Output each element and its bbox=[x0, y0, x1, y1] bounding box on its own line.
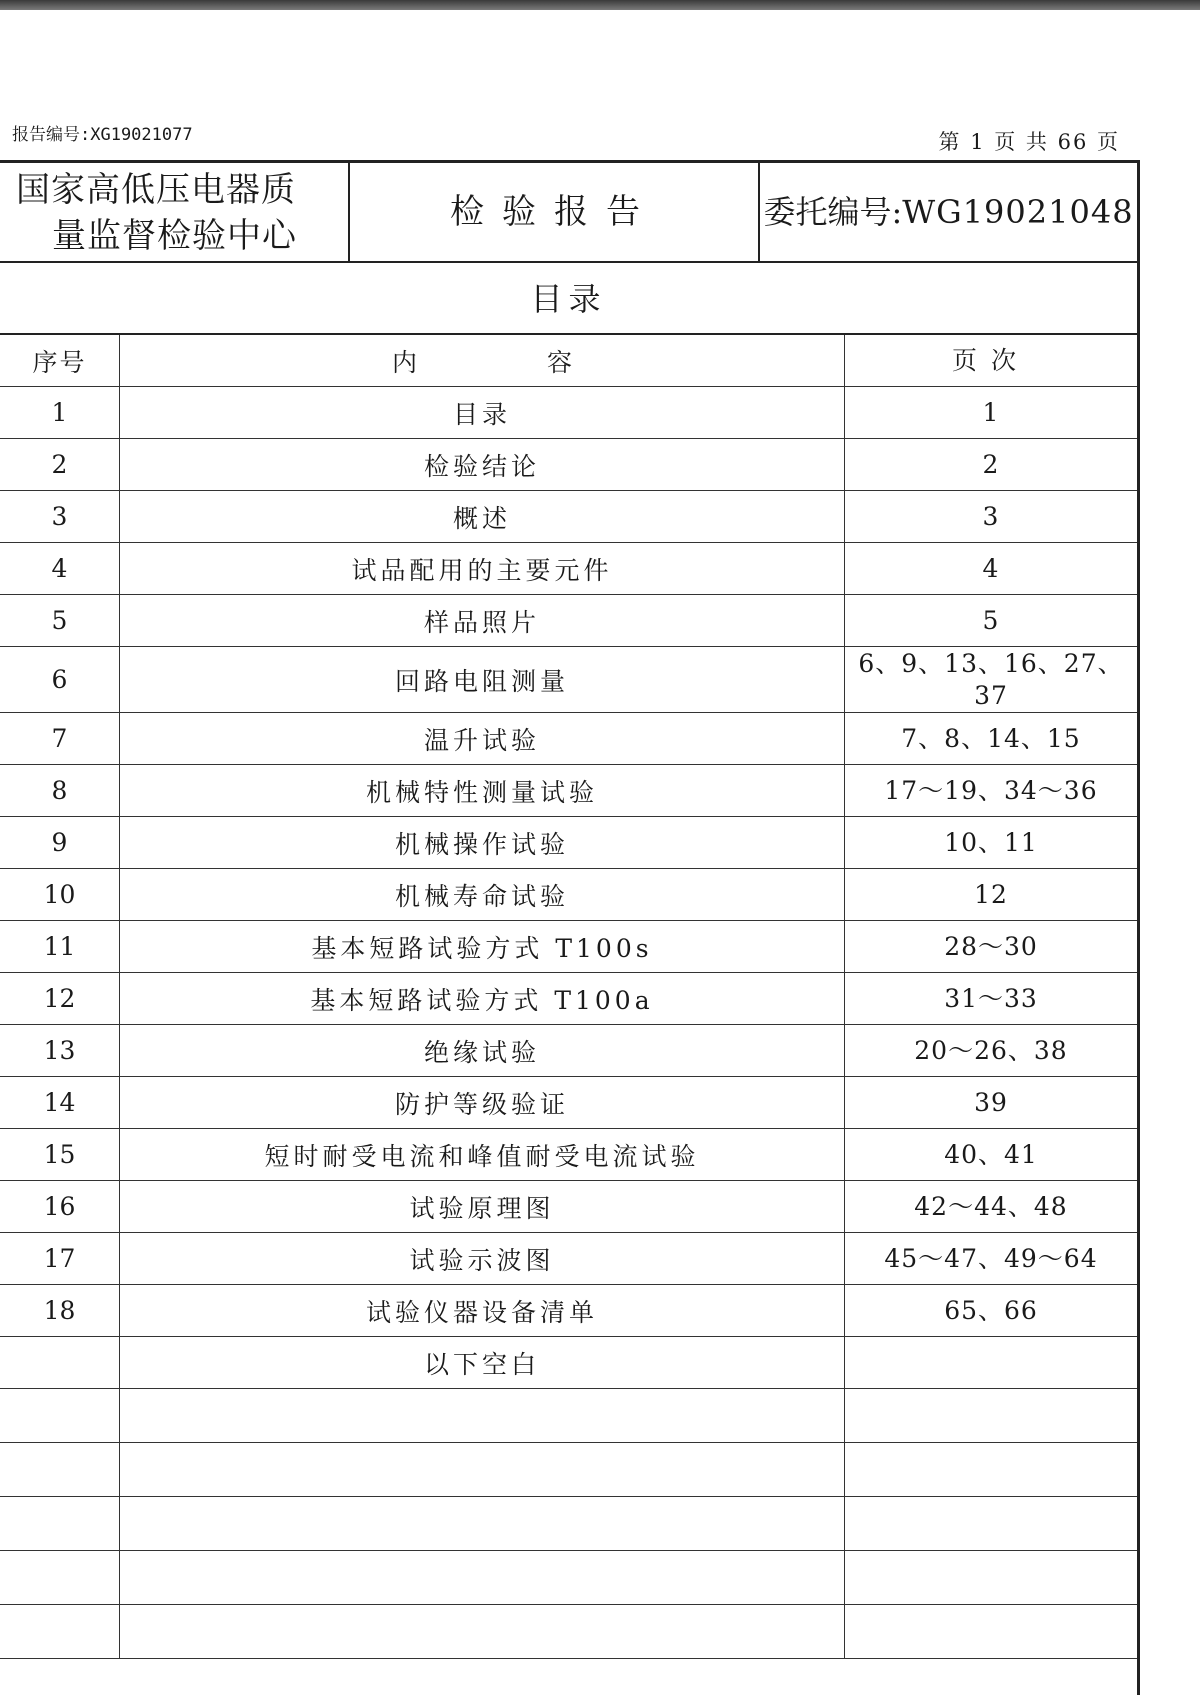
table-row bbox=[0, 1285, 1137, 1337]
row-number: 7 bbox=[0, 713, 120, 764]
row-page: 5 bbox=[982, 605, 1000, 635]
table-row bbox=[0, 1337, 1137, 1389]
row-page: 3 bbox=[982, 501, 1000, 531]
table-row bbox=[0, 869, 1137, 921]
row-content bbox=[120, 1443, 845, 1496]
row-number bbox=[0, 1389, 120, 1442]
row-page: 20～26、38 bbox=[914, 1035, 1068, 1065]
organization-name bbox=[0, 163, 350, 261]
row-number: 10 bbox=[0, 869, 120, 920]
column-header-content-a: 内 bbox=[391, 347, 417, 377]
table-row bbox=[0, 1233, 1137, 1285]
row-number: 3 bbox=[0, 491, 120, 542]
table-row bbox=[0, 1443, 1137, 1497]
page-info: 第 1 页 共 66 页 bbox=[938, 130, 1120, 154]
table-row bbox=[0, 543, 1137, 595]
row-page: 6、9、13、16、27、37 bbox=[858, 648, 1124, 710]
table-row bbox=[0, 713, 1137, 765]
row-number bbox=[0, 1443, 120, 1496]
table-row bbox=[0, 1181, 1137, 1233]
row-page: 12 bbox=[974, 879, 1008, 909]
table-row bbox=[0, 439, 1137, 491]
toc-table bbox=[0, 335, 1137, 1659]
row-content: 目录 bbox=[120, 387, 845, 438]
row-number: 9 bbox=[0, 817, 120, 868]
row-content: 机械特性测量试验 bbox=[120, 765, 845, 816]
table-row bbox=[0, 765, 1137, 817]
row-number: 2 bbox=[0, 439, 120, 490]
report-header bbox=[0, 163, 1137, 263]
table-row bbox=[0, 1025, 1137, 1077]
row-content: 样品照片 bbox=[120, 595, 845, 646]
row-content bbox=[120, 1605, 845, 1658]
row-content: 机械寿命试验 bbox=[120, 869, 845, 920]
table-row bbox=[0, 817, 1137, 869]
column-header-content-b: 容 bbox=[547, 347, 573, 377]
row-number bbox=[0, 1551, 120, 1604]
row-content: 概述 bbox=[120, 491, 845, 542]
row-content: 试验原理图 bbox=[120, 1181, 845, 1232]
row-page: 40、41 bbox=[944, 1139, 1038, 1169]
row-page: 17～19、34～36 bbox=[884, 775, 1098, 805]
row-number bbox=[0, 1337, 120, 1388]
row-content: 试验仪器设备清单 bbox=[120, 1285, 845, 1336]
row-page bbox=[845, 1497, 1137, 1550]
row-page: 28～30 bbox=[944, 931, 1038, 961]
row-content: 机械操作试验 bbox=[120, 817, 845, 868]
row-number: 8 bbox=[0, 765, 120, 816]
table-row bbox=[0, 1605, 1137, 1659]
row-page: 1 bbox=[982, 397, 1000, 427]
report-number: 报告编号:XG19021077 bbox=[12, 125, 193, 145]
row-page bbox=[845, 1443, 1137, 1496]
table-row bbox=[0, 491, 1137, 543]
row-page: 45～47、49～64 bbox=[884, 1243, 1098, 1273]
row-content bbox=[120, 1497, 845, 1550]
row-number: 11 bbox=[0, 921, 120, 972]
row-page bbox=[845, 1337, 1137, 1388]
row-number: 5 bbox=[0, 595, 120, 646]
row-number bbox=[0, 1605, 120, 1658]
row-page: 10、11 bbox=[944, 827, 1038, 857]
row-content: 短时耐受电流和峰值耐受电流试验 bbox=[120, 1129, 845, 1180]
table-row bbox=[0, 595, 1137, 647]
row-content: 检验结论 bbox=[120, 439, 845, 490]
row-content: 以下空白 bbox=[120, 1337, 845, 1388]
table-row bbox=[0, 387, 1137, 439]
row-number: 15 bbox=[0, 1129, 120, 1180]
organization-line-2: 量监督检验中心 bbox=[52, 216, 297, 256]
row-content bbox=[120, 1389, 845, 1442]
row-number: 4 bbox=[0, 543, 120, 594]
report-sheet bbox=[0, 160, 1140, 1695]
row-page: 39 bbox=[974, 1087, 1008, 1117]
row-content: 温升试验 bbox=[120, 713, 845, 764]
row-number: 17 bbox=[0, 1233, 120, 1284]
table-row bbox=[0, 973, 1137, 1025]
row-page: 65、66 bbox=[944, 1295, 1038, 1325]
row-content bbox=[120, 1551, 845, 1604]
row-page: 4 bbox=[982, 553, 1000, 583]
row-content: 绝缘试验 bbox=[120, 1025, 845, 1076]
table-row bbox=[0, 647, 1137, 713]
organization-line-1: 国家高低压电器质 bbox=[16, 170, 296, 210]
row-page: 31～33 bbox=[944, 983, 1038, 1013]
row-number: 13 bbox=[0, 1025, 120, 1076]
row-number bbox=[0, 1497, 120, 1550]
row-content: 防护等级验证 bbox=[120, 1077, 845, 1128]
row-content: 试验示波图 bbox=[120, 1233, 845, 1284]
toc-header-row bbox=[0, 335, 1137, 387]
table-row bbox=[0, 921, 1137, 973]
row-content: 试品配用的主要元件 bbox=[120, 543, 845, 594]
table-row bbox=[0, 1129, 1137, 1181]
row-page bbox=[845, 1389, 1137, 1442]
row-number: 12 bbox=[0, 973, 120, 1024]
row-number: 1 bbox=[0, 387, 120, 438]
row-page bbox=[845, 1605, 1137, 1658]
row-content: 基本短路试验方式 T100s bbox=[120, 921, 845, 972]
row-content: 回路电阻测量 bbox=[120, 647, 845, 712]
table-row bbox=[0, 1389, 1137, 1443]
row-page bbox=[845, 1551, 1137, 1604]
toc-title: 目录 bbox=[0, 263, 1137, 335]
table-row bbox=[0, 1551, 1137, 1605]
scan-top-edge bbox=[0, 0, 1200, 10]
column-header-content bbox=[120, 335, 845, 386]
row-number: 16 bbox=[0, 1181, 120, 1232]
row-number: 6 bbox=[0, 647, 120, 712]
commission-label: 委托编号: bbox=[763, 193, 903, 231]
table-row bbox=[0, 1497, 1137, 1551]
row-content: 基本短路试验方式 T100a bbox=[120, 973, 845, 1024]
column-header-page: 页次 bbox=[951, 345, 1030, 375]
commission-number bbox=[760, 163, 1137, 261]
row-number: 14 bbox=[0, 1077, 120, 1128]
row-page: 2 bbox=[982, 449, 1000, 479]
row-page: 42～44、48 bbox=[914, 1191, 1068, 1221]
row-number: 18 bbox=[0, 1285, 120, 1336]
row-page: 7、8、14、15 bbox=[901, 723, 1081, 753]
commission-code: WG19021048 bbox=[902, 193, 1134, 231]
column-header-no: 序号 bbox=[0, 335, 120, 386]
report-title: 检验报告 bbox=[350, 163, 760, 261]
table-row bbox=[0, 1077, 1137, 1129]
